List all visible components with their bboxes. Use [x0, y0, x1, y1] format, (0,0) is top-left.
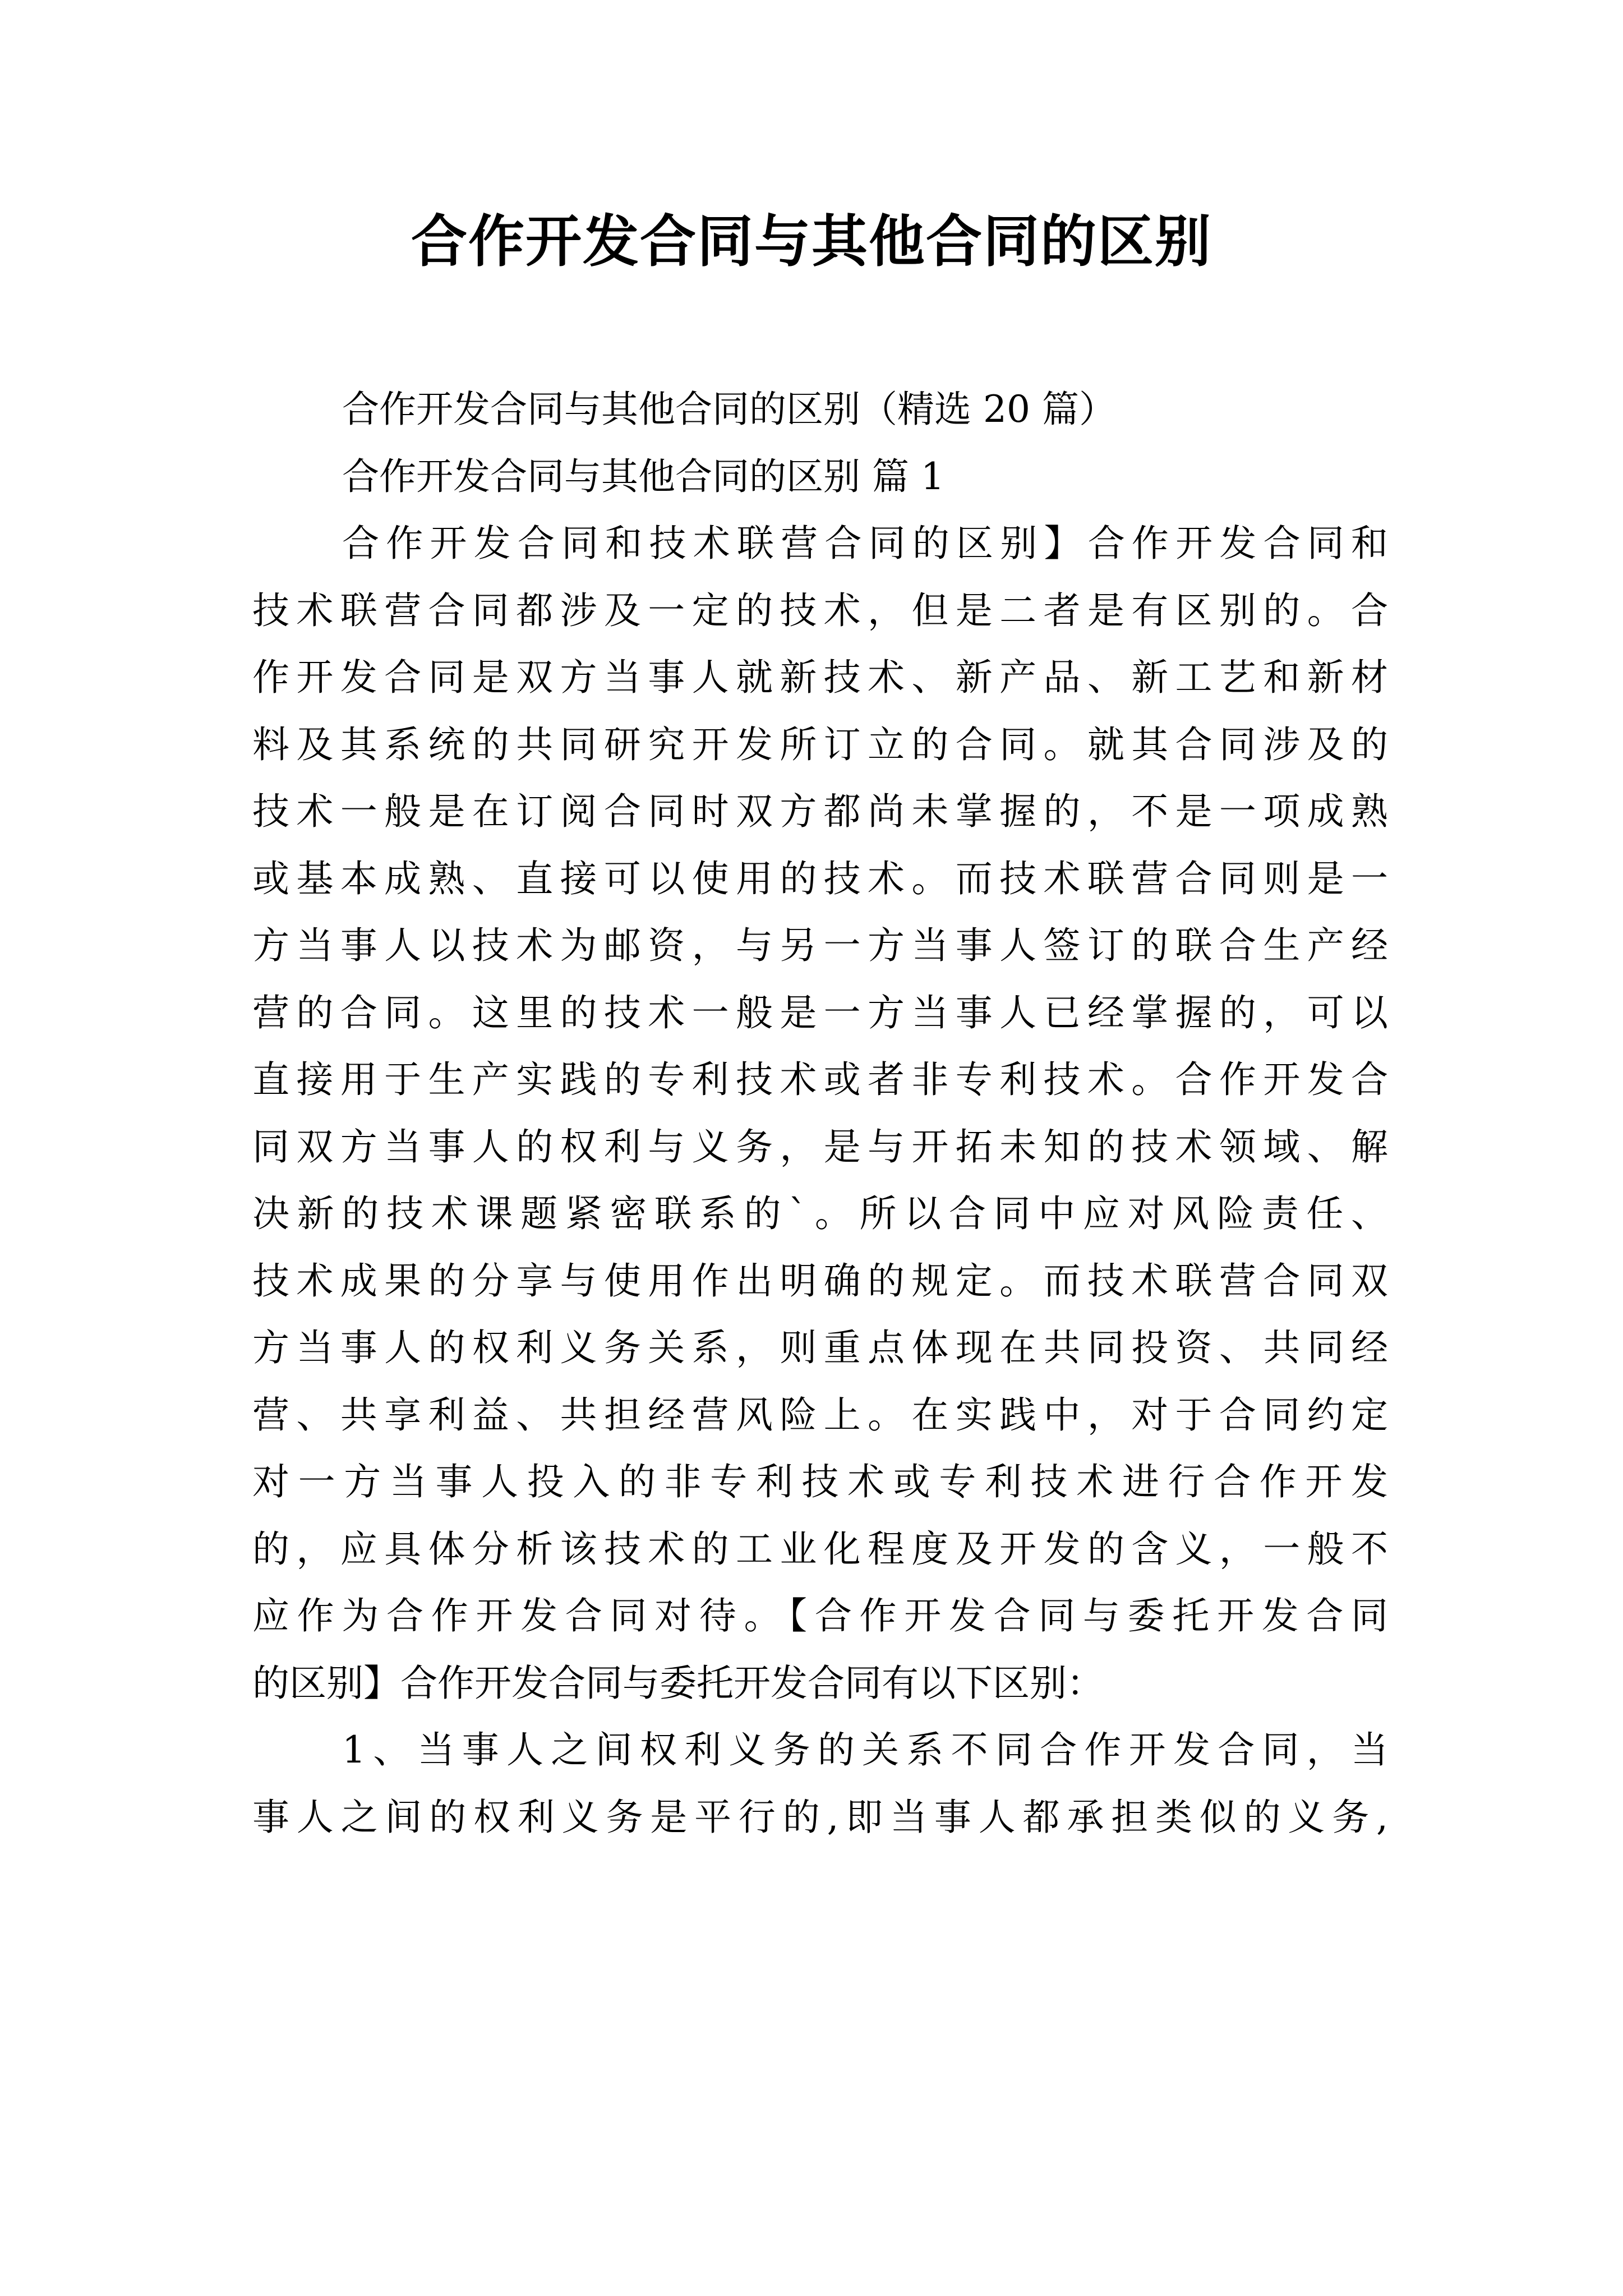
- paragraph-line: 决新的技术课题紧密联系的`。所以合同中应对风险责任、: [252, 1192, 1388, 1235]
- paragraph-line: 的区别】合作开发合同与委托开发合同有以下区别：: [252, 1661, 1104, 1705]
- paragraph-line: 技术联营合同都涉及一定的技术，但是二者是有区别的。合: [252, 588, 1388, 632]
- paragraph-line: 1、当事人之间权利义务的关系不同合作开发合同，当: [342, 1728, 1388, 1772]
- paragraph-line: 直接用于生产实践的专利技术或者非专利技术。合作开发合: [252, 1058, 1388, 1101]
- paragraph-line: 技术一般是在订阅合同时双方都尚未掌握的，不是一项成熟: [252, 790, 1388, 833]
- subtitle-line: 合作开发合同与其他合同的区别（精选 20 篇）: [342, 388, 1116, 431]
- paragraph-line: 料及其系统的共同研究开发所订立的合同。就其合同涉及的: [252, 723, 1388, 766]
- document-body: [252, 376, 1388, 1851]
- paragraph-line: 合作开发合同和技术联营合同的区别】合作开发合同和: [342, 522, 1388, 565]
- paragraph-line: 同双方当事人的权利与义务，是与开拓未知的技术领域、解: [252, 1125, 1388, 1168]
- paragraph-line: 事人之间的权利义务是平行的,即当事人都承担类似的义务,: [252, 1795, 1388, 1839]
- paragraph-line: 方当事人以技术为邮资，与另一方当事人签订的联合生产经: [252, 924, 1388, 967]
- paragraph-line: 或基本成熟、直接可以使用的技术。而技术联营合同则是一: [252, 857, 1388, 900]
- document-title: 合作开发合同与其他合同的区别: [411, 208, 1212, 274]
- paragraph-line: 应作为合作开发合同对待。【合作开发合同与委托开发合同: [252, 1594, 1388, 1637]
- paragraph-line: 营的合同。这里的技术一般是一方当事人已经掌握的，可以: [252, 991, 1388, 1034]
- paragraph-line: 作开发合同是双方当事人就新技术、新产品、新工艺和新材: [252, 656, 1388, 699]
- paragraph-line: 营、共享利益、共担经营风险上。在实践中，对于合同约定: [252, 1393, 1388, 1437]
- paragraph-line: 的，应具体分析该技术的工业化程度及开发的含义，一般不: [252, 1527, 1388, 1571]
- paragraph-line: 对一方当事人投入的非专利技术或专利技术进行合作开发: [252, 1460, 1388, 1503]
- paragraph-line: 技术成果的分享与使用作出明确的规定。而技术联营合同双: [252, 1259, 1388, 1303]
- section-heading: 合作开发合同与其他合同的区别 篇 1: [342, 454, 944, 498]
- paragraph-line: 方当事人的权利义务关系，则重点体现在共同投资、共同经: [252, 1326, 1388, 1369]
